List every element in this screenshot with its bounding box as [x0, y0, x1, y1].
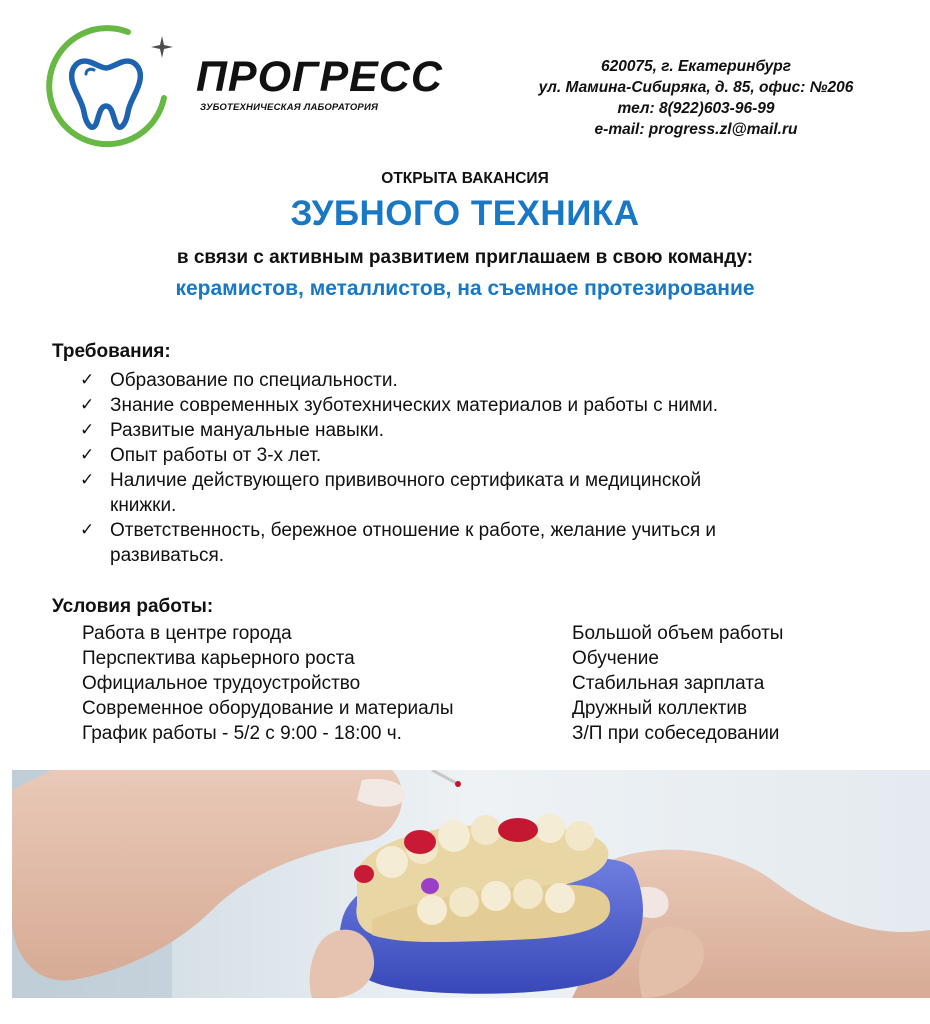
condition-item: Современное оборудование и материалы [82, 698, 454, 719]
conditions-heading: Условия работы: [52, 596, 214, 617]
check-icon: ✓ [80, 470, 95, 490]
requirement-text-cont: развиваться. [110, 545, 225, 566]
check-icon: ✓ [80, 420, 95, 440]
contact-block [510, 56, 882, 140]
condition-item: Официальное трудоустройство [82, 673, 361, 694]
requirement-item [80, 518, 860, 568]
specialties-text: керамистов, металлистов, на съемное протезирование [175, 277, 755, 300]
check-icon: ✓ [80, 370, 95, 390]
requirement-text: Развитые мануальные навыки. [110, 420, 384, 441]
conditions-right-column [572, 621, 783, 746]
condition-item: Дружный коллектив [572, 698, 748, 719]
conditions-left-column [82, 621, 453, 746]
tooth-logo-icon [40, 20, 180, 150]
requirement-text: Образование по специальности. [110, 370, 398, 391]
condition-item: Работа в центре города [82, 623, 292, 644]
contact-email: e-mail: progress.zl@mail.ru [594, 121, 798, 138]
condition-item: Большой объем работы [572, 623, 784, 644]
brand-name: ПРОГРЕСС [196, 53, 443, 101]
vacancy-label: ОТКРЫТА ВАКАНСИЯ [381, 170, 549, 187]
condition-item: Обучение [572, 648, 659, 669]
check-icon: ✓ [80, 445, 95, 465]
condition-item: График работы - 5/2 с 9:00 - 18:00 ч. [82, 723, 402, 744]
logo-sparkle [151, 36, 173, 58]
logo-green-arc [49, 28, 164, 144]
dental-model-photo [12, 770, 930, 998]
condition-item: Перспектива карьерного роста [82, 648, 355, 669]
requirement-text: Опыт работы от 3-х лет. [110, 445, 322, 466]
requirement-item [80, 443, 860, 468]
requirement-item [80, 468, 860, 518]
check-icon: ✓ [80, 520, 95, 540]
condition-item: Стабильная зарплата [572, 673, 765, 694]
contact-street: ул. Мамина-Сибиряка, д. 85, офис: №206 [538, 79, 854, 96]
requirements-heading: Требования: [52, 341, 171, 362]
requirement-item [80, 393, 860, 418]
requirement-text-cont: книжки. [110, 495, 177, 516]
requirement-item [80, 418, 860, 443]
brand-subtitle: ЗУБОТЕХНИЧЕСКАЯ ЛАБОРАТОРИЯ [200, 102, 379, 113]
logo-tooth [72, 61, 141, 127]
requirement-text: Знание современных зуботехнических материалов и работы с ними. [110, 395, 718, 416]
condition-item: З/П при собеседовании [572, 723, 780, 744]
invite-text: в связи с активным развитием приглашаем в свою команду: [176, 247, 754, 268]
requirement-item [80, 368, 860, 393]
contact-phone: тел: 8(922)603-96-99 [617, 100, 775, 117]
requirements-list [80, 368, 860, 568]
check-icon: ✓ [80, 395, 95, 415]
requirement-text: Ответственность, бережное отношение к работе, желание учиться и [110, 520, 717, 541]
requirement-text: Наличие действующего прививочного сертификата и медицинской [110, 470, 702, 491]
vacancy-title: ЗУБНОГО ТЕХНИКА [290, 194, 640, 233]
contact-postal: 620075, г. Екатеринбург [600, 58, 792, 75]
